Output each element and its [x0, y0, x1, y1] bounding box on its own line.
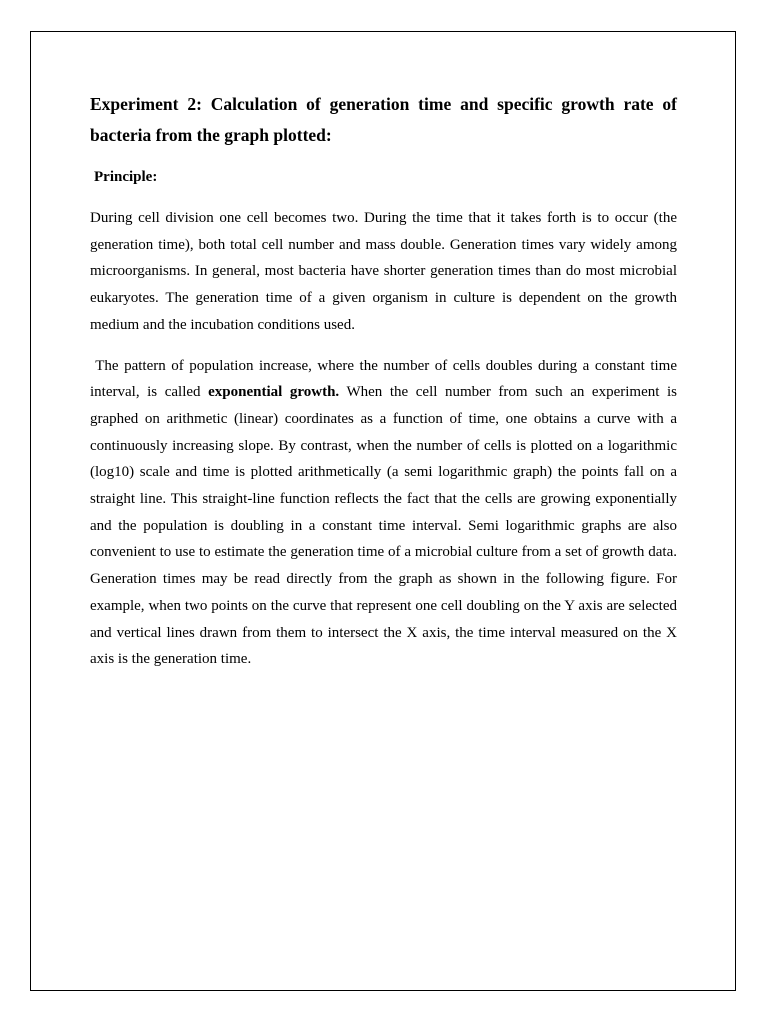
experiment-title: Experiment 2: Calculation of generation time and specific growth rate of bacteria from the graph plotted: [90, 94, 677, 145]
paragraph-2-text-after: When the cell number from such an experiment is graphed on arithmetic (linear) coordinates as a function of time, one obtains a curve with a continuously increasing slope. By contrast, when the number of cells is plotted on a logarithmic (log10) scale and time is plotted arithmetically (a semi logarithmic graph) the points fall on a straight line. This straight-line function reflects the fact that the cells are growing exponentially and the population is doubling in a constant time interval. Semi logarithmic graphs are also convenient to use to estimate the generation time of a microbial culture from a set of growth data. Generation times may be read directly from the graph as shown in the following figure. For example, when two points on the curve that represent one cell doubling on the Y axis are selected and vertical lines drawn from them to intersect the X axis, the time interval measured on the X axis is the generation time. [90, 384, 677, 668]
paragraph-2-text-before: The pattern of population increase, where the number of cells doubles during a constant time interval, is called [90, 357, 678, 401]
principle-heading: Principle: [94, 169, 158, 185]
exponential-growth-term: exponential growth. [208, 384, 340, 401]
principle-paragraph-1: During cell division one cell becomes two. During the time that it takes forth is to occur (the generation time), both total cell number and mass double. Generation times vary widely among microorganisms. In general, most bacteria have shorter generation times than do most microbial eukaryotes. The generation time of a given organism in culture is dependent on the growth medium and the incubation conditions used. [90, 210, 677, 333]
document-body [90, 89, 677, 673]
principle-paragraph-2 [90, 353, 677, 673]
